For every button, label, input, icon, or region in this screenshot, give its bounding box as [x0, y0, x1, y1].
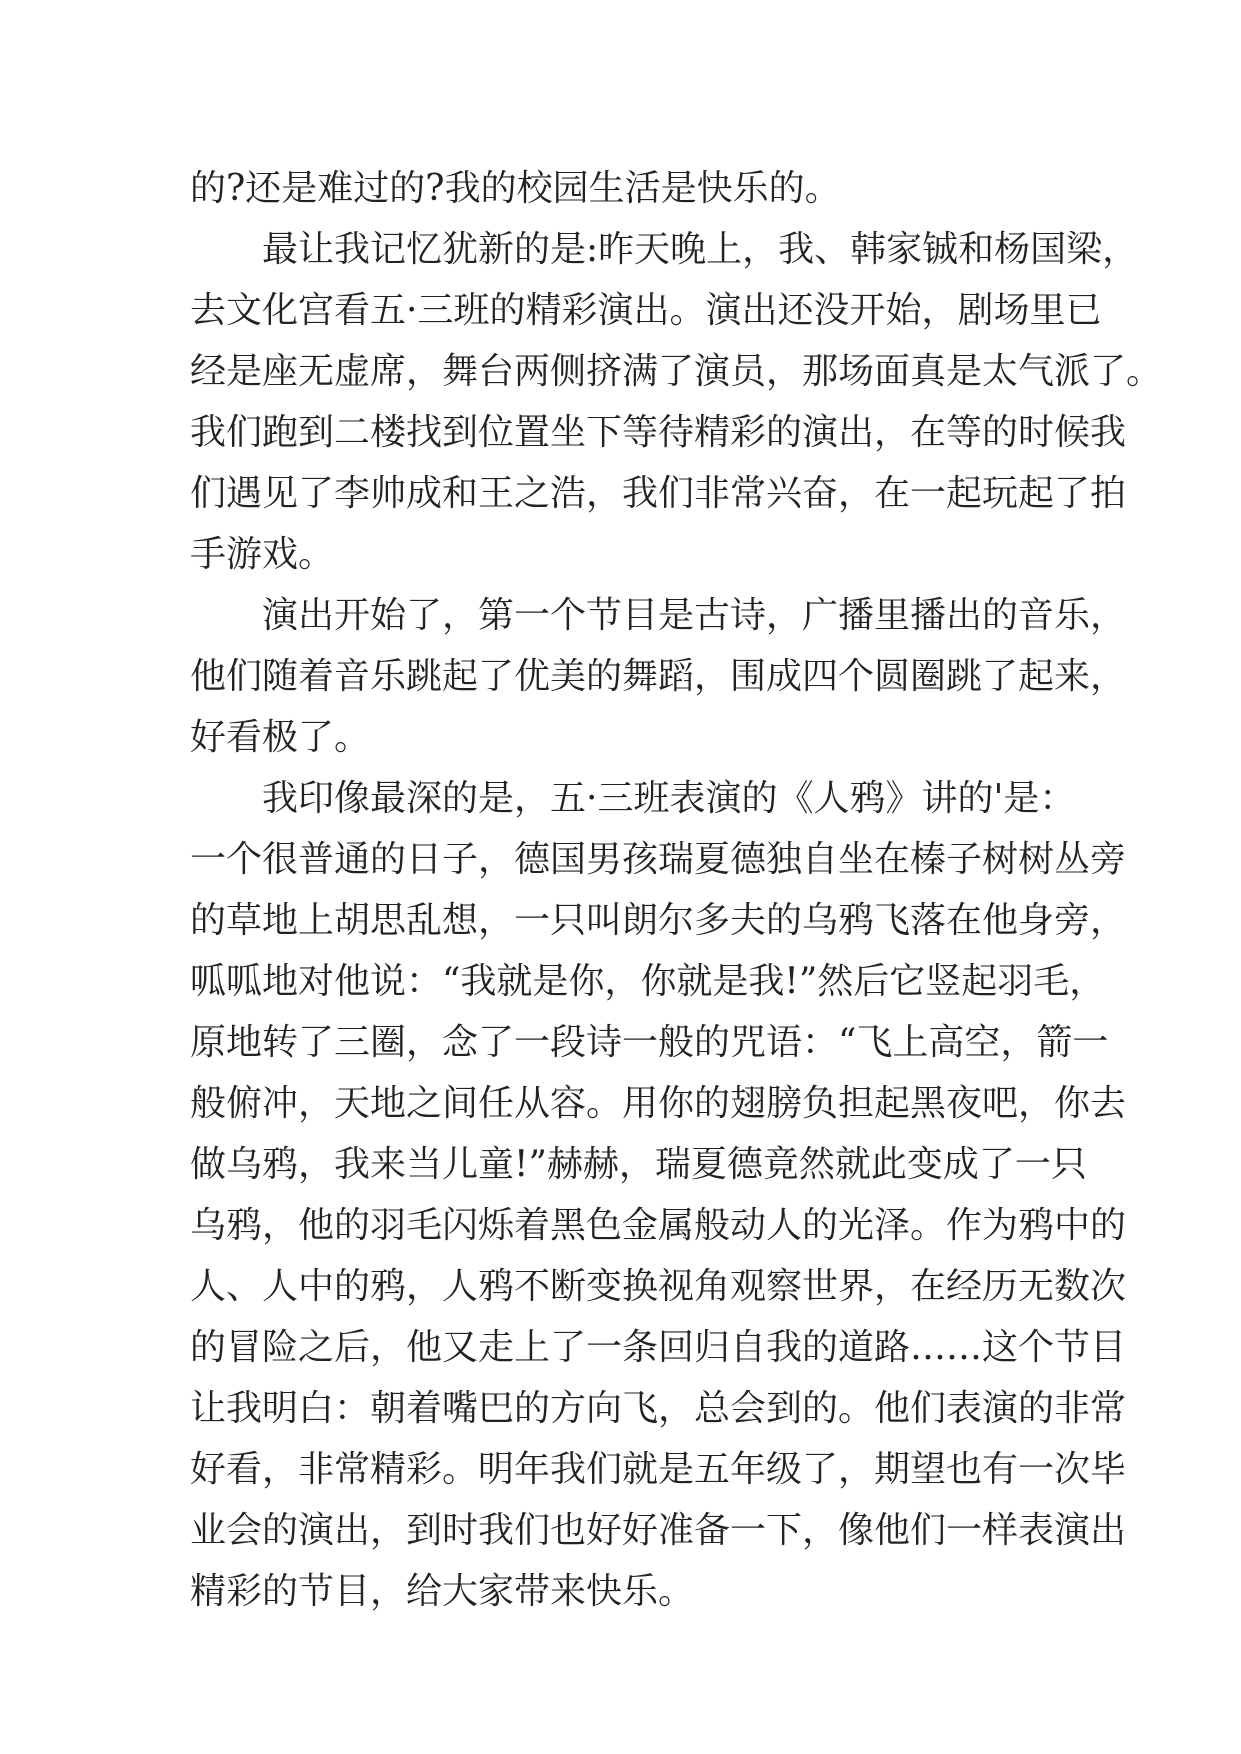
text-line: 人、人中的鸦，人鸦不断变换视角观察世界，在经历无数次	[190, 1266, 1127, 1307]
paragraph-4	[190, 768, 1127, 1622]
paragraph-2	[190, 219, 1163, 585]
text-line: 一个很普通的日子，德国男孩瑞夏德独自坐在榛子树树丛旁	[190, 839, 1127, 880]
text-line: 演出开始了，第一个节目是古诗，广播里播出的音乐，	[262, 595, 1127, 636]
text-line: 我们跑到二楼找到位置坐下等待精彩的演出，在等的时候我	[190, 412, 1127, 453]
text-line: 精彩的节目，给大家带来快乐。	[190, 1571, 695, 1612]
text-line: 业会的演出，到时我们也好好准备一下，像他们一样表演出	[190, 1510, 1127, 1551]
text-line: 的?还是难过的?我的校园生活是快乐的。	[190, 168, 841, 209]
text-line: 最让我记忆犹新的是:昨天晚上，我、韩家铖和杨国梁，	[262, 229, 1139, 270]
text-line: 经是座无虚席，舞台两侧挤满了演员，那场面真是太气派了。	[190, 351, 1163, 392]
text-line: 呱呱地对他说：“我就是你，你就是我!”然后它竖起羽毛，	[190, 961, 1106, 1002]
text-line: 手游戏。	[190, 534, 335, 575]
text-line: 乌鸦，他的羽毛闪烁着黑色金属般动人的光泽。作为鸦中的	[190, 1205, 1127, 1246]
text-line: 原地转了三圈，念了一段诗一般的咒语：“飞上高空，箭一	[190, 1022, 1109, 1063]
text-line: 们遇见了李帅成和王之浩，我们非常兴奋，在一起玩起了拍	[190, 473, 1127, 514]
text-line: 的冒险之后，他又走上了一条回归自我的道路……这个节目	[190, 1327, 1127, 1368]
text-line: 去文化宫看五·三班的精彩演出。演出还没开始，剧场里已	[190, 290, 1102, 331]
text-line: 般俯冲，天地之间任从容。用你的翅膀负担起黑夜吧，你去	[190, 1083, 1127, 1124]
text-line: 做乌鸦，我来当儿童!”赫赫，瑞夏德竟然就此变成了一只	[190, 1144, 1087, 1185]
text-line: 好看，非常精彩。明年我们就是五年级了，期望也有一次毕	[190, 1449, 1127, 1490]
text-line: 我印像最深的是，五·三班表演的《人鸦》讲的'是：	[262, 778, 1076, 819]
text-line: 好看极了。	[190, 717, 371, 758]
text-line: 的草地上胡思乱想，一只叫朗尔多夫的乌鸦飞落在他身旁，	[190, 900, 1127, 941]
text-line: 他们随着音乐跳起了优美的舞蹈，围成四个圆圈跳了起来，	[190, 656, 1127, 697]
paragraph-1	[190, 158, 1070, 219]
paragraph-3	[190, 585, 1127, 768]
text-line: 让我明白：朝着嘴巴的方向飞，总会到的。他们表演的非常	[190, 1388, 1127, 1429]
essay-body	[190, 158, 1163, 1622]
